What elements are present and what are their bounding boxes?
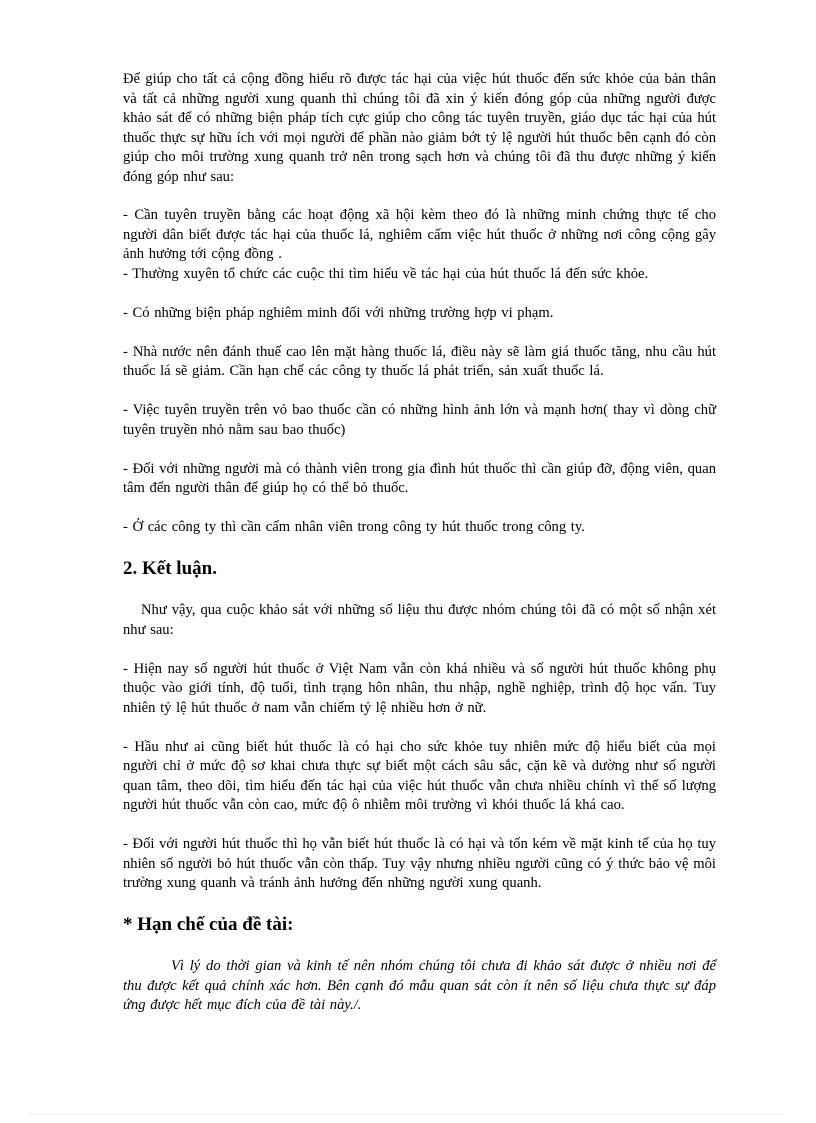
suggestion-item: - Đối với những người mà có thành viên trong gia đình hút thuốc thì cần giúp đỡ, động viên, quan tâm đến người thân để giúp họ có thể bỏ thuốc. bbox=[123, 460, 716, 496]
suggestion-item: - Cần tuyên truyền bằng các hoạt động xã hội kèm theo đó là những minh chứng thực tế cho người dân biết được tác hại của thuốc lá, nghiêm cấm việc hút thuốc ở những nơi công cộng gây ảnh hưởng tới cộng đồng . bbox=[123, 207, 716, 262]
suggestion-item: - Ở các công ty thì cần cấm nhân viên trong công ty hút thuốc trong công ty. bbox=[123, 519, 585, 535]
conclusion-item: - Hiện nay số người hút thuốc ở Việt Nam vẫn còn khá nhiều và số người hút thuốc không phụ thuộc vào giới tính, độ tuổi, tình trạng hôn nhân, thu nhập, nghề nghiệp, trình độ học vấn. Tuy nhiên tỷ lệ hút thuốc ở nam vẫn chiếm tỷ lệ nhiều hơn ở nữ. bbox=[123, 660, 716, 716]
suggestion-item: - Việc tuyên truyền trên vỏ bao thuốc cần có những hình ảnh lớn và mạnh hơn( thay vì dòng chữ tuyên truyền nhỏ nằm sau bao thuốc) bbox=[123, 402, 716, 438]
conclusions-list bbox=[123, 660, 716, 894]
limitations-heading: * Hạn chế của đề tài: bbox=[123, 914, 294, 935]
page-bottom-divider bbox=[30, 1114, 786, 1115]
document-body bbox=[123, 70, 716, 1016]
suggestions-list bbox=[123, 206, 716, 538]
suggestion-item: - Có những biện pháp nghiêm minh đối với những trường hợp vi phạm. bbox=[123, 304, 554, 321]
intro-paragraph: Để giúp cho tất cả cộng đồng hiểu rõ được tác hại của việc hút thuốc đến sức khỏe của bản thân và tất cả những người xung quanh thì chúng tôi đã xin ý kiến đóng góp của những người được khảo sát để có những biện pháp tích cực giúp cho công tác tuyên truyền, giáo dục tác hại của hút thuốc thực sự hữu ích với mọi người để phần nào giảm bớt tỷ lệ người hút thuốc bên cạnh đó còn giúp cho môi trường xung quanh trở nên trong sạch hơn và chúng tôi đã thu được những ý kiến đóng góp như sau: bbox=[123, 71, 716, 185]
conclusion-intro: Như vậy, qua cuộc khảo sát với những số liệu thu được nhóm chúng tôi đã có một số nhận xét như sau: bbox=[123, 602, 716, 638]
suggestion-item: - Nhà nước nên đánh thuế cao lên mặt hàng thuốc lá, điều này sẽ làm giá thuốc tăng, nhu cầu hút thuốc lá sẽ giảm. Cần hạn chế các công ty thuốc lá phát triển, sản xuất thuốc lá. bbox=[123, 343, 716, 379]
limitations-paragraph: Vì lý do thời gian và kinh tế nên nhóm chúng tôi chưa đi khảo sát được ở nhiều nơi để thu được kết quả chính xác hơn. Bên cạnh đó mẫu quan sát còn ít nên số liệu chưa thực sự đáp ứng được hết mục đích của đề tài này./. bbox=[123, 958, 716, 1013]
conclusion-item: - Hầu như ai cũng biết hút thuốc là có hại cho sức khỏe tuy nhiên mức độ hiểu biết của mọi người chỉ ở mức độ sơ khai chưa thực sự biết một cách sâu sắc, cặn kẽ và dường như số người quan tâm, theo dõi, tìm hiểu đến tác hại của việc hút thuốc vẫn chưa nhiều chính vì thế số lượng người hút thuốc vẫn còn cao, mức độ ô nhiễm môi trường vì khói thuốc lá khá cao. bbox=[123, 738, 716, 813]
conclusion-heading: 2. Kết luận. bbox=[123, 558, 217, 579]
conclusion-item: - Đối với người hút thuốc thì họ vẫn biết hút thuốc là có hại và tốn kém về mặt kinh tế của họ tuy nhiên số người bỏ hút thuốc vẫn còn thấp. Tuy vậy nhưng nhiều người cũng có ý thức bảo vệ môi trường xung quanh và tránh ảnh hưởng đến những người xung quanh. bbox=[123, 836, 716, 891]
suggestion-item: - Thường xuyên tổ chức các cuộc thi tìm hiểu về tác hại của hút thuốc lá đến sức khỏe. bbox=[123, 265, 649, 282]
